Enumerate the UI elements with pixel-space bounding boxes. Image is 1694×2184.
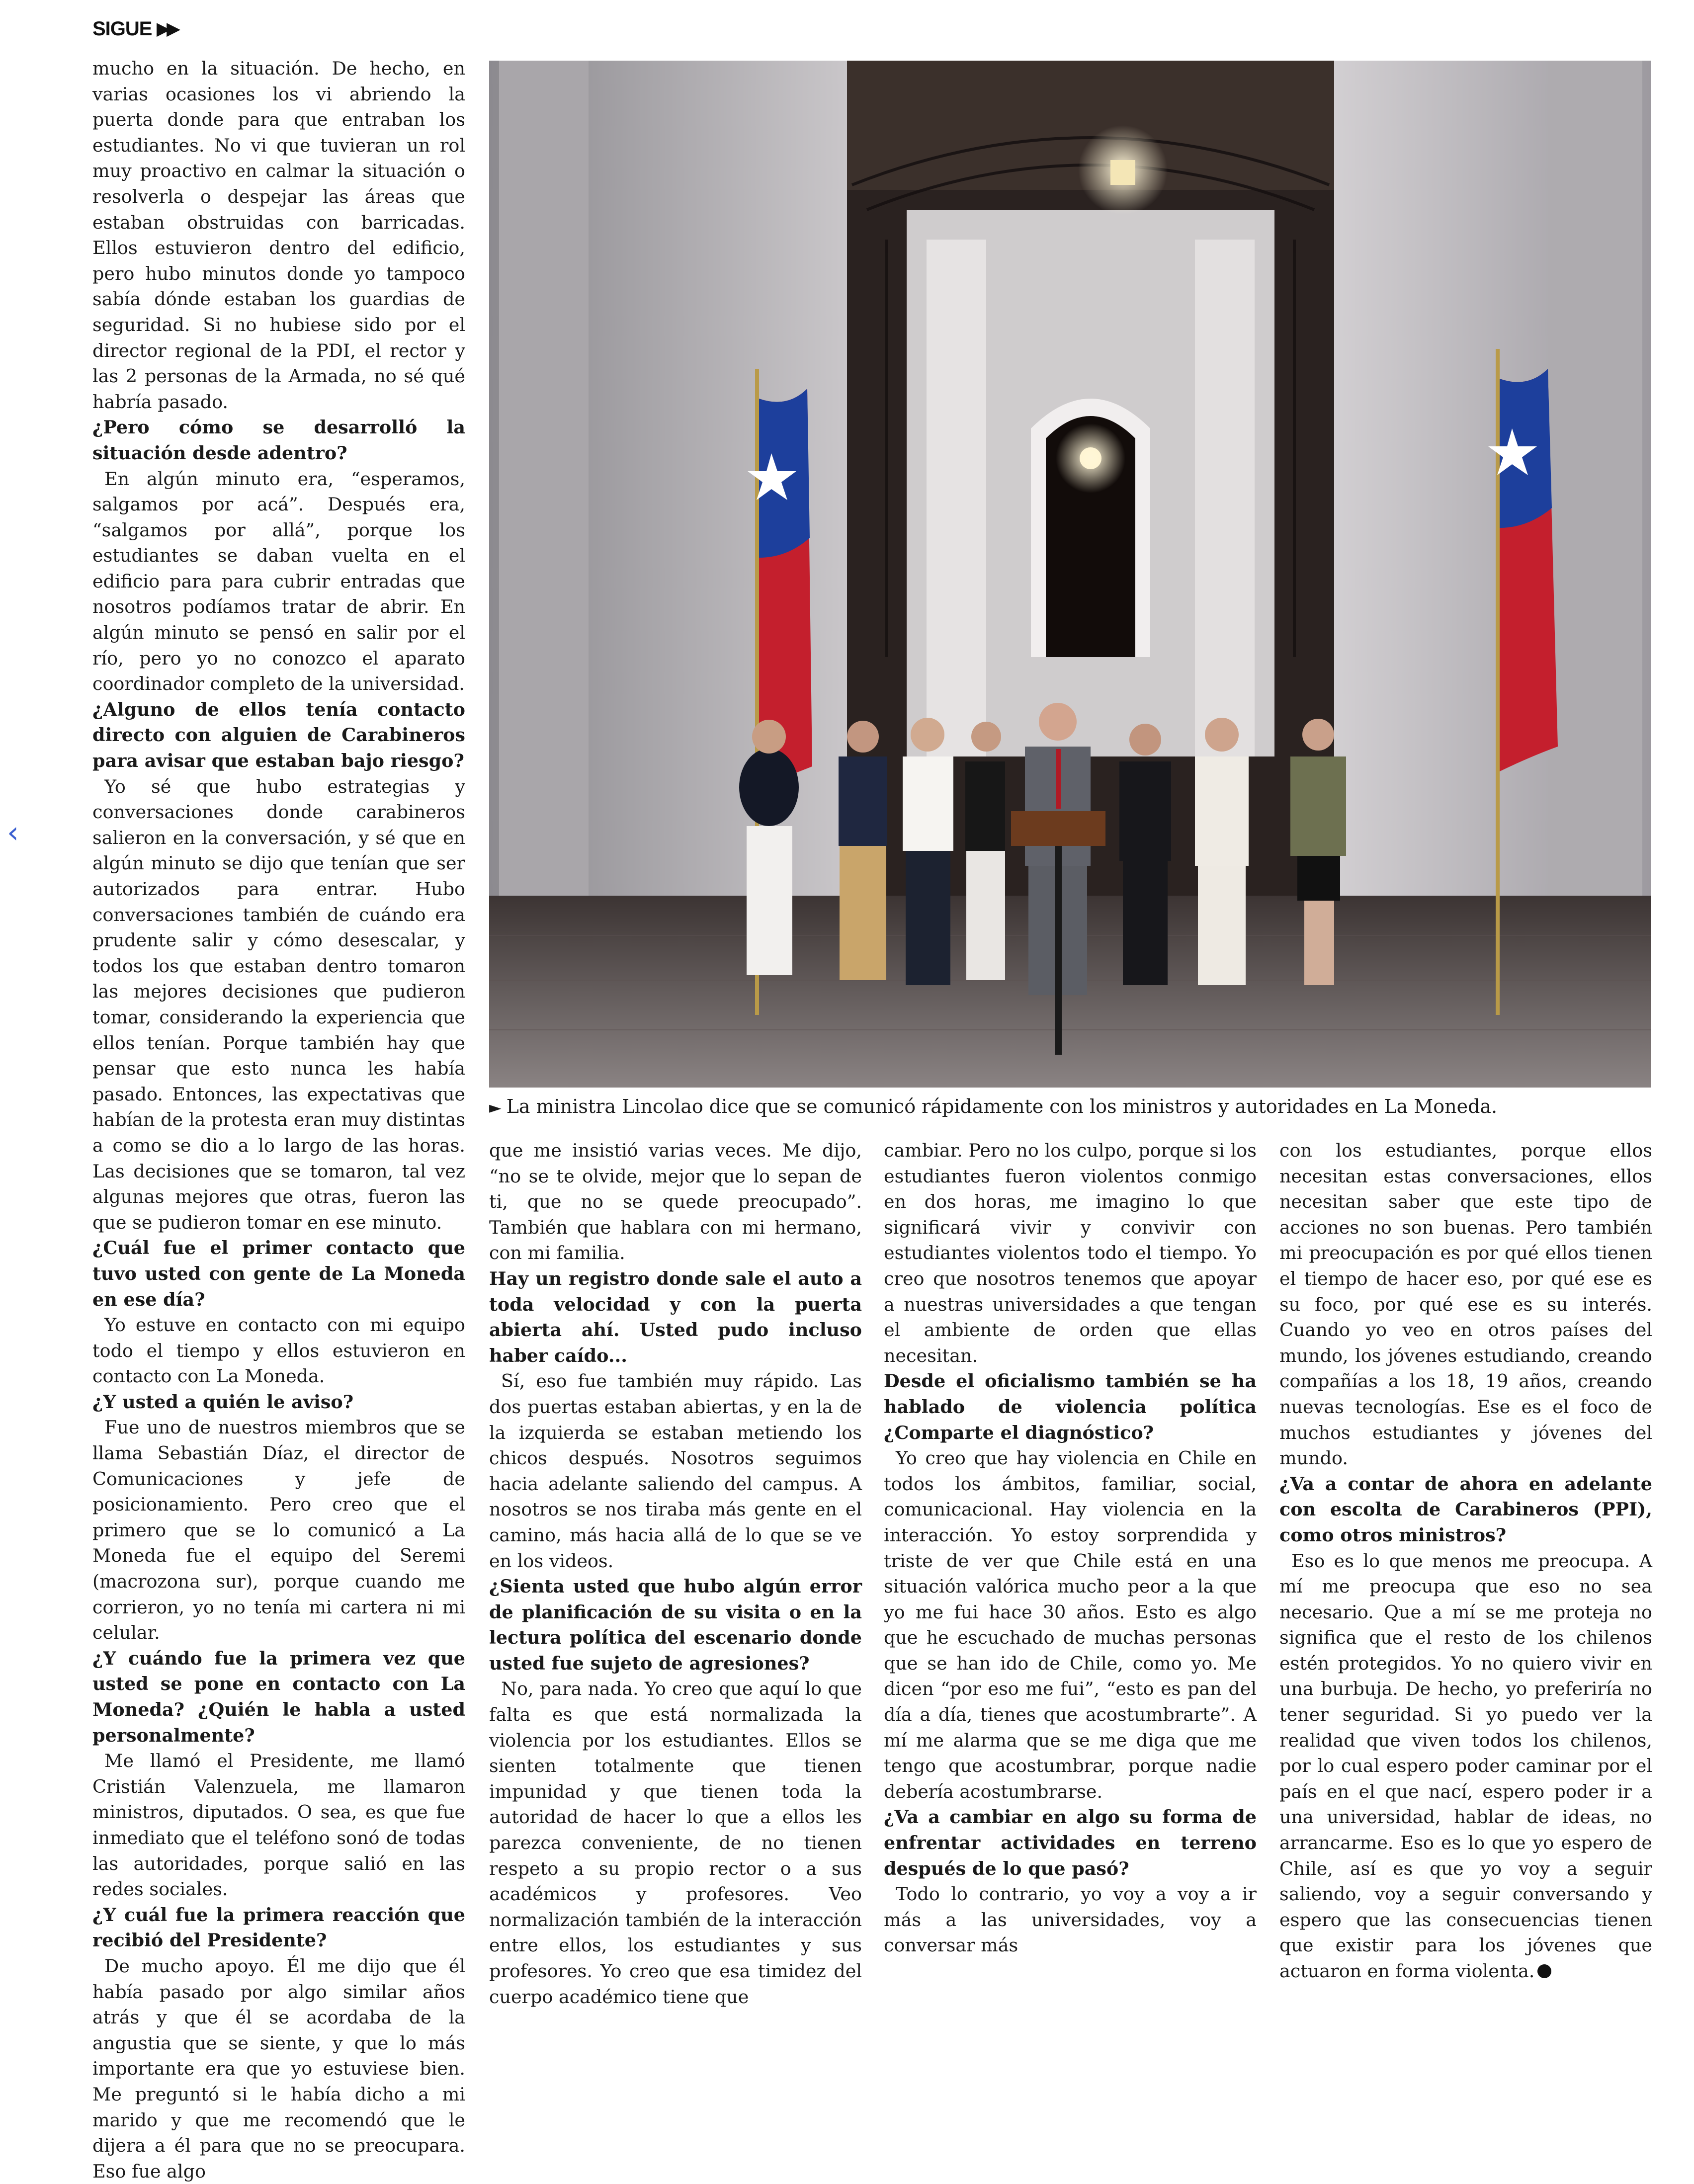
interview-answer: con los estudiantes, porque ellos necesitan estas conversaciones, ellos necesitan saber que este tipo de acciones no son buenas. Pero también mi preocupación es por qué ellos tienen el tiempo de hacer eso, por qué ese es su foco, por qué ese es su interés. Cuando yo veo en otros países del mundo, los jóvenes estudiando, creando compañías a los 18, 19 años, creando nuevas tecnologías. Ese es el foco de muchos estudiantes y jóvenes del mundo. [1279,1140,1652,1469]
end-of-article-icon [1537,1964,1551,1978]
caption-marker-icon: ► [489,1098,502,1117]
article-column-2 [489,1138,862,2010]
interview-question: ¿Pero cómo se desarrolló la situación desde adentro? [92,417,465,464]
article-column-4 [1279,1138,1652,1984]
interview-answer: De mucho apoyo. Él me dijo que él había pasado por algo similar años atrás y que él se acordaba de la angustia que se siente, y que lo más importante era que yo estuviese bien. Me preguntó si le había dicho a mi marido y que me recomendó que le dijera a él para que no se preocupara. Eso fue algo [92,1955,465,2182]
interview-answer: En algún minuto era, “esperamos, salgamos por acá”. Después era, “salgamos por allá”, porque los estudiantes se daban vuelta en el edificio para para cubrir entradas que nosotros podíamos tratar de abrir. En algún minuto se pensó en salir por el río, pero yo no conozco el aparato coordinador completo de la universidad. [92,468,465,695]
interview-answer: Me llamó el Presidente, me llamó Cristián Valenzuela, me llamaron ministros, diputados. O sea, es que fue inmediato que el teléfono sonó de todas las autoridades, porque salió en las redes sociales. [92,1750,465,1900]
interview-question: ¿Cuál fue el primer contacto que tuvo usted con gente de La Moneda en ese día? [92,1237,465,1310]
previous-page-icon[interactable]: ‹ [7,815,19,850]
article-photo [489,61,1651,1088]
interview-answer: Yo creo que hay violencia en Chile en todos los ámbitos, familiar, social, comunicacional. Hay violencia en la interacción. Yo estoy sorprendida y triste de ver que Chile está en una situación valórica mucho peor a la que yo me fui hace 30 años. Esto es algo que he escuchado de muchas personas que se han ido de Chile, como yo. Me dicen “por eso me fui”, “esto es pan del día a día, tienes que acostumbrarte”. A mí me alarma que se me diga que me tengo que acostumbrar, porque nadie debería acostumbrarse. [884,1447,1257,1802]
interview-question: ¿Va a contar de ahora en adelante con escolta de Carabineros (PPI), como otros ministros? [1279,1473,1652,1546]
interview-question: ¿Sienta usted que hubo algún error de planificación de su visita o en la lectura política del escenario donde usted fue sujeto de agresiones? [489,1576,862,1674]
section-label: SIGUE [92,17,152,40]
interview-answer: mucho en la situación. De hecho, en varias ocasiones los vi abriendo la puerta donde para que entraban los estudiantes. No vi que tuvieran un rol muy proactivo en calmar la situación o resolverla o despejar las áreas que estaban obstruidas con barricadas. Ellos estuvieron dentro del edificio, pero hubo minutos donde yo tampoco sabía dónde estaban los guardias de seguridad. Si no hubiese sido por el director regional de la PDI, el rector y las 2 personas de la Armada, no sé qué habría pasado. [92,58,465,413]
interview-answer: Yo estuve en contacto con mi equipo todo el tiempo y ellos estuvieron en contacto con La Moneda. [92,1314,465,1387]
interview-answer: Eso es lo que menos me preocupa. A mí me preocupa que eso no sea necesario. Que a mí se me proteja no significa que el resto de los chilenos estén protegidos. Yo no quiero vivir en una burbuja. De hecho, yo preferiría no tener seguridad. Si yo puedo ver la realidad que viven todos los chilenos, por lo cual espero poder caminar por el país en el que nací, espero poder ir a una universidad, hablar de ideas, no arrancarme. Eso es lo que yo espero de Chile, así es que yo voy a seguir saliendo, voy a seguir conversando y espero que las consecuencias tienen que existir para los jóvenes que actuaron en forma violenta. [1279,1550,1652,1982]
article-column-1 [92,56,465,2184]
interview-answer: Fue uno de nuestros miembros que se llama Sebastián Díaz, el director de Comunicaciones y jefe de posicionamiento. Pero creo que el primero que se lo comunicó a La Moneda fue el equipo del Seremi (macrozona sur), porque cuando me corrieron, yo no tenía mi cartera ni mi celular. [92,1417,465,1644]
interview-answer: No, para nada. Yo creo que aquí lo que falta es que está normalizada la violencia por los estudiantes. Ellos se sienten totalmente que tienen impunidad y que tienen toda la autoridad de hacer lo que a ellos les parezca conveniente, de no tienen respeto a su propio rector o a sus académicos y profesores. Veo normalización también de la interacción entre ellos, los estudiantes y sus profesores. Yo creo que esa timidez del cuerpo académico tiene que [489,1678,862,2008]
interview-question: ¿Alguno de ellos tenía contacto directo con alguien de Carabineros para avisar que estaban bajo riesgo? [92,698,465,772]
interview-answer: que me insistió varias veces. Me dijo, “no se te olvide, mejor que lo sepan de ti, que no se quede preocupado”. También que hablara con mi hermano, con mi familia. [489,1140,862,1264]
interview-answer: Yo sé que hubo estrategias y conversaciones donde carabineros salieron en la conversación, y sé que en algún minuto se dijo que tenían que ser autorizados para entrar. Hubo conversaciones también de cuándo era prudente salir y cómo desescalar, y todos los que estaban dentro tomaron las mejores decisiones que pudieron tomar, considerando la experiencia que ellos tenían. Porque también hay que pensar que esto nunca les había pasado. Entonces, las expectativas que habían de la protesta eran muy distintas a como se dio a lo largo de las horas. Las decisiones que se tomaron, tal vez algunas mejores que otras, fueron las que se pudieron tomar en ese minuto. [92,775,465,1233]
photo-caption [489,1093,1651,1120]
caption-text: La ministra Lincolao dice que se comunicó rápidamente con los ministros y autoridades en La Moneda. [506,1095,1498,1117]
interview-question: Desde el oficialismo también se ha hablado de violencia política ¿Comparte el diagnóstico? [884,1370,1257,1443]
interview-question: ¿Y cuándo fue la primera vez que usted se pone en contacto con La Moneda? ¿Quién le habla a usted personalmente? [92,1647,465,1746]
interview-answer: Todo lo contrario, yo voy a voy a ir más a las universidades, voy a conversar más [884,1883,1257,1956]
article-column-3 [884,1138,1257,1958]
interview-question: ¿Y usted a quién le aviso? [92,1391,354,1413]
interview-question: Hay un registro donde sale el auto a toda velocidad y con la puerta abierta ahí. Usted pudo incluso haber caído... [489,1267,862,1366]
interview-answer: cambiar. Pero no los culpo, porque si los estudiantes fueron violentos conmigo en dos horas, me imagino lo que significará vivir y convivir con estudiantes violentos todo el tiempo. Yo creo que nosotros tenemos que apoyar a nuestras universidades a que tengan el ambiente de orden que ellas necesitan. [884,1140,1257,1366]
interview-question: ¿Y cuál fue la primera reacción que recibió del Presidente? [92,1904,465,1951]
interview-answer: Sí, eso fue también muy rápido. Las dos puertas estaban abiertas, y en la de la izquierda se estaban metiendo los chicos después. Nosotros seguimos hacia adelante saliendo del campus. A nosotros se nos tiraba más gente en el camino, más hacia allá de lo que se ve en los videos. [489,1370,862,1572]
section-header [92,15,177,43]
continue-arrows-icon: ▶▶ [157,19,177,38]
interview-question: ¿Va a cambiar en algo su forma de enfrentar actividades en terreno después de lo que pasó? [884,1806,1257,1879]
